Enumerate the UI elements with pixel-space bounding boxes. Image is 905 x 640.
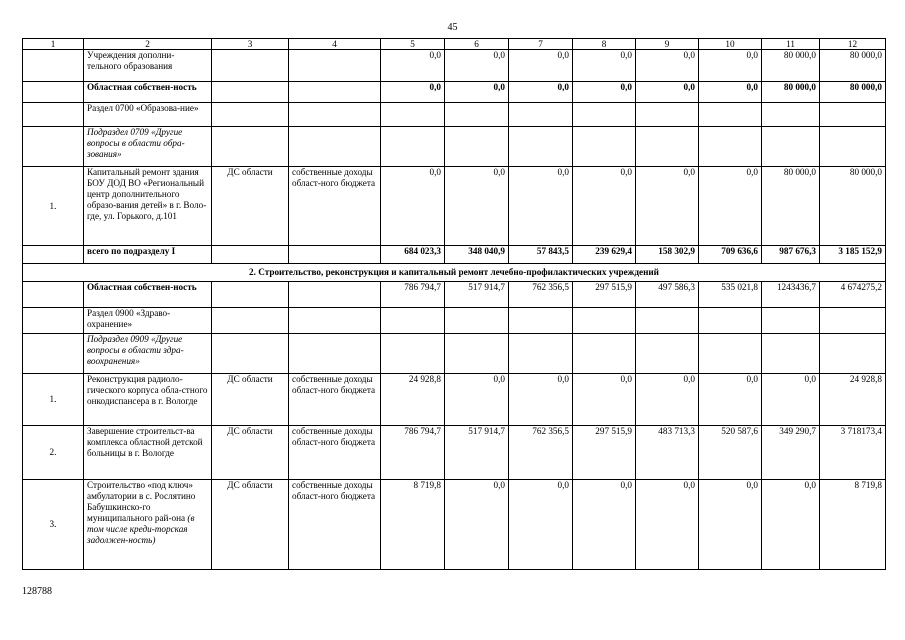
funding-source-cell — [289, 103, 381, 127]
table-row — [23, 246, 886, 264]
value-cell — [699, 334, 762, 374]
value-cell: 239 629,4 — [573, 246, 636, 264]
value-cell: 987 676,3 — [762, 246, 820, 264]
value-cell — [762, 308, 820, 334]
value-cell: 0,0 — [636, 480, 699, 570]
value-cell — [699, 127, 762, 167]
row-number-cell — [23, 246, 84, 264]
description-text: всего по подразделу I — [87, 246, 176, 256]
column-number: 12 — [820, 39, 886, 50]
value-cell: 684 023,3 — [381, 246, 445, 264]
value-cell — [820, 334, 886, 374]
value-cell: 0,0 — [636, 82, 699, 103]
value-cell: 349 290,7 — [762, 426, 820, 480]
value-cell: 297 515,9 — [573, 282, 636, 308]
funding-source-cell — [289, 127, 381, 167]
table-row — [23, 82, 886, 103]
description-text: Строительство «под ключ» амбулатории в с. Рослятино Бабушкинско-го муниципального рай-она — [87, 480, 196, 523]
table-row — [23, 480, 886, 570]
row-number-cell: 1. — [23, 374, 84, 426]
funding-source-cell — [289, 50, 381, 82]
row-number-cell — [23, 50, 84, 82]
value-cell: 517 914,7 — [445, 426, 509, 480]
funding-source-cell — [289, 82, 381, 103]
value-cell: 57 843,5 — [509, 246, 573, 264]
value-cell: 0,0 — [699, 374, 762, 426]
row-number-cell — [23, 308, 84, 334]
value-cell: 786 794,7 — [381, 426, 445, 480]
column-number: 5 — [381, 39, 445, 50]
table-row — [23, 282, 886, 308]
section-heading-row — [23, 264, 886, 282]
row-number-cell — [23, 82, 84, 103]
value-cell: 0,0 — [445, 480, 509, 570]
row-number-cell — [23, 127, 84, 167]
column-number: 3 — [212, 39, 289, 50]
value-cell — [381, 308, 445, 334]
value-cell: 0,0 — [509, 374, 573, 426]
value-cell — [381, 103, 445, 127]
table-row — [23, 50, 886, 82]
funding-source-cell: собственные доходы област-ного бюджета — [289, 426, 381, 480]
description-text: Подраздел 0909 «Другие вопросы в области здра-воохранения» — [87, 334, 184, 366]
value-cell: 0,0 — [509, 480, 573, 570]
customer-cell — [212, 50, 289, 82]
customer-cell — [212, 127, 289, 167]
value-cell: 762 356,5 — [509, 426, 573, 480]
value-cell — [445, 308, 509, 334]
value-cell: 497 586,3 — [636, 282, 699, 308]
value-cell: 786 794,7 — [381, 282, 445, 308]
table-row — [23, 426, 886, 480]
value-cell — [381, 334, 445, 374]
customer-cell: ДС области — [212, 374, 289, 426]
funding-source-cell: собственные доходы област-ного бюджета — [289, 167, 381, 246]
description-cell — [84, 103, 212, 127]
customer-cell: ДС области — [212, 167, 289, 246]
value-cell — [636, 334, 699, 374]
value-cell — [820, 308, 886, 334]
table-row — [23, 334, 886, 374]
value-cell — [636, 127, 699, 167]
table-row — [23, 127, 886, 167]
description-cell — [84, 374, 212, 426]
value-cell: 0,0 — [509, 167, 573, 246]
value-cell: 158 302,9 — [636, 246, 699, 264]
value-cell: 0,0 — [636, 50, 699, 82]
value-cell — [509, 308, 573, 334]
value-cell — [636, 308, 699, 334]
description-text: Раздел 0900 «Здраво-охранение» — [87, 308, 171, 329]
customer-cell — [212, 334, 289, 374]
customer-cell: ДС области — [212, 480, 289, 570]
column-number: 9 — [636, 39, 699, 50]
description-text: Учреждения дополни-тельного образования — [87, 50, 175, 71]
value-cell — [762, 334, 820, 374]
value-cell: 0,0 — [445, 167, 509, 246]
description-text: Раздел 0700 «Образова-ние» — [87, 103, 199, 113]
row-number-cell — [23, 103, 84, 127]
description-cell — [84, 82, 212, 103]
description-cell — [84, 480, 212, 570]
value-cell: 0,0 — [699, 480, 762, 570]
funding-source-cell — [289, 246, 381, 264]
value-cell: 8 719,8 — [820, 480, 886, 570]
description-cell — [84, 426, 212, 480]
value-cell: 0,0 — [699, 82, 762, 103]
value-cell: 80 000,0 — [820, 167, 886, 246]
value-cell — [636, 103, 699, 127]
value-cell: 535 021,8 — [699, 282, 762, 308]
description-cell — [84, 308, 212, 334]
value-cell — [699, 103, 762, 127]
column-number: 10 — [699, 39, 762, 50]
value-cell — [381, 127, 445, 167]
value-cell: 80 000,0 — [762, 167, 820, 246]
value-cell: 762 356,5 — [509, 282, 573, 308]
value-cell: 80 000,0 — [762, 82, 820, 103]
value-cell: 0,0 — [762, 480, 820, 570]
description-text: Областная собствен-ность — [87, 282, 197, 292]
value-cell: 517 914,7 — [445, 282, 509, 308]
value-cell: 0,0 — [573, 374, 636, 426]
value-cell: 0,0 — [636, 374, 699, 426]
funding-source-cell — [289, 334, 381, 374]
value-cell — [820, 127, 886, 167]
value-cell: 0,0 — [699, 50, 762, 82]
description-note: (в том числе креди-торская задолжен-ность) — [87, 513, 195, 545]
row-number-cell: 1. — [23, 167, 84, 246]
value-cell — [573, 127, 636, 167]
value-cell: 3 185 152,9 — [820, 246, 886, 264]
description-cell — [84, 127, 212, 167]
customer-cell — [212, 103, 289, 127]
value-cell: 0,0 — [636, 167, 699, 246]
value-cell: 348 040,9 — [445, 246, 509, 264]
description-text: Областная собствен-ность — [87, 82, 197, 92]
column-number: 2 — [84, 39, 212, 50]
value-cell: 0,0 — [445, 374, 509, 426]
value-cell: 0,0 — [381, 50, 445, 82]
value-cell — [509, 127, 573, 167]
value-cell — [445, 103, 509, 127]
customer-cell — [212, 282, 289, 308]
description-text: Капитальный ремонт здания БОУ ДОД ВО «Региональный центр дополнительного образо-вания детей» в г. Воло-где, ул. Горького, д.101 — [87, 167, 207, 221]
column-number: 4 — [289, 39, 381, 50]
row-number-cell: 2. — [23, 426, 84, 480]
customer-cell — [212, 246, 289, 264]
value-cell — [445, 334, 509, 374]
value-cell: 483 713,3 — [636, 426, 699, 480]
funding-source-cell: собственные доходы област-ного бюджета — [289, 480, 381, 570]
description-cell — [84, 282, 212, 308]
column-number-row — [23, 39, 886, 50]
customer-cell — [212, 308, 289, 334]
value-cell: 80 000,0 — [820, 50, 886, 82]
value-cell: 24 928,8 — [381, 374, 445, 426]
funding-source-cell: собственные доходы област-ного бюджета — [289, 374, 381, 426]
value-cell: 709 636,6 — [699, 246, 762, 264]
table-row — [23, 308, 886, 334]
section-heading: 2. Строительство, реконструкция и капитальный ремонт лечебно-профилактических учреждений — [23, 264, 886, 282]
value-cell — [762, 103, 820, 127]
description-text: Подраздел 0709 «Другие вопросы в области обра-зования» — [87, 127, 185, 159]
value-cell — [509, 334, 573, 374]
value-cell: 0,0 — [762, 374, 820, 426]
value-cell — [699, 308, 762, 334]
value-cell — [573, 103, 636, 127]
value-cell: 8 719,8 — [381, 480, 445, 570]
value-cell — [509, 103, 573, 127]
description-cell — [84, 167, 212, 246]
value-cell: 80 000,0 — [820, 82, 886, 103]
row-number-cell — [23, 334, 84, 374]
column-number: 1 — [23, 39, 84, 50]
value-cell — [762, 127, 820, 167]
table-row — [23, 103, 886, 127]
page-number: 45 — [447, 22, 458, 33]
value-cell: 0,0 — [509, 50, 573, 82]
value-cell: 0,0 — [573, 82, 636, 103]
value-cell — [573, 308, 636, 334]
value-cell: 0,0 — [445, 82, 509, 103]
value-cell — [445, 127, 509, 167]
customer-cell — [212, 82, 289, 103]
value-cell: 0,0 — [381, 82, 445, 103]
column-number: 11 — [762, 39, 820, 50]
value-cell — [820, 103, 886, 127]
funding-source-cell — [289, 282, 381, 308]
value-cell: 24 928,8 — [820, 374, 886, 426]
description-text: Реконструкция радиоло-гического корпуса обла-стного онкодиспансера в г. Вологде — [87, 374, 208, 406]
funding-source-cell — [289, 308, 381, 334]
value-cell: 3 718173,4 — [820, 426, 886, 480]
value-cell: 0,0 — [381, 167, 445, 246]
value-cell: 0,0 — [445, 50, 509, 82]
description-cell — [84, 334, 212, 374]
value-cell: 80 000,0 — [762, 50, 820, 82]
row-number-cell: 3. — [23, 480, 84, 570]
column-number: 6 — [445, 39, 509, 50]
column-number: 8 — [573, 39, 636, 50]
description-cell — [84, 50, 212, 82]
description-text: Завершение строительст-ва комплекса областной детской больницы в г. Вологде — [87, 426, 203, 458]
customer-cell: ДС области — [212, 426, 289, 480]
value-cell: 297 515,9 — [573, 426, 636, 480]
value-cell: 520 587,6 — [699, 426, 762, 480]
document-id: 128788 — [22, 586, 52, 597]
value-cell: 1243436,7 — [762, 282, 820, 308]
value-cell: 0,0 — [573, 167, 636, 246]
table-row — [23, 374, 886, 426]
value-cell: 0,0 — [573, 480, 636, 570]
value-cell: 4 674275,2 — [820, 282, 886, 308]
table-row — [23, 167, 886, 246]
value-cell: 0,0 — [509, 82, 573, 103]
value-cell: 0,0 — [573, 50, 636, 82]
value-cell: 0,0 — [699, 167, 762, 246]
description-cell — [84, 246, 212, 264]
row-number-cell — [23, 282, 84, 308]
value-cell — [573, 334, 636, 374]
column-number: 7 — [509, 39, 573, 50]
budget-table — [22, 38, 886, 570]
